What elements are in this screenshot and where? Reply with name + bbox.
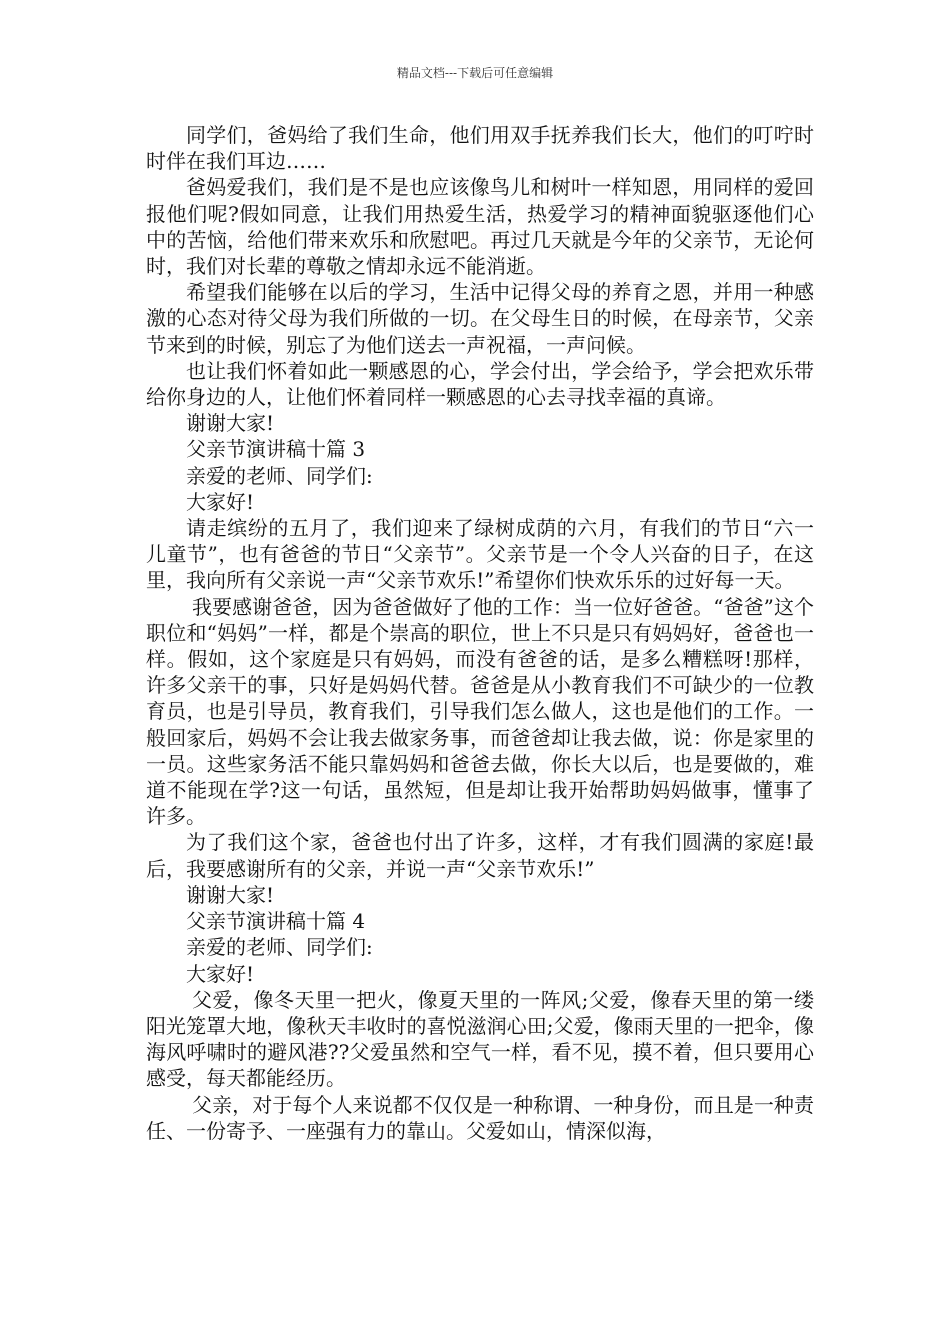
paragraph: 希望我们能够在以后的学习，生活中记得父母的养育之恩，并用一种感激的心态对待父母为我们所做的一切。在父母生日的时候，在母亲节，父亲节来到的时候，别忘了为他们送去一声祝福，一声问候。 [146, 280, 814, 357]
paragraph: 父爱，像冬天里一把火，像夏天里的一阵风;父爱，像春天里的第一缕阳光笼罩大地，像秋天丰收时的喜悦滋润心田;父爱，像雨天里的一把伞，像海风呼啸时的避风港??父爱虽然和空气一样，看不见，摸不着，但只要用心感受，每天都能经历。 [146, 987, 814, 1091]
paragraph: 我要感谢爸爸，因为爸爸做好了他的工作：当一位好爸爸。“爸爸”这个职位和“妈妈”一样，都是个崇高的职位，世上不只是只有妈妈好，爸爸也一样。假如，这个家庭是只有妈妈，而没有爸爸的话，是多么糟糕呀!那样，许多父亲干的事，只好是妈妈代替。爸爸是从小教育我们不可缺少的一位教育员，也是引导员，教育我们，引导我们怎么做人，这也是他们的工作。一般回家后，妈妈不会让我去做家务事，而爸爸却让我去做，说：你是家里的一员。这些家务活不能只靠妈妈和爸爸去做，你长大以后，也是要做的，难道不能现在学?这一句话，虽然短，但是却让我开始帮助妈妈做事，懂事了许多。 [146, 594, 814, 829]
paragraph: 同学们，爸妈给了我们生命，他们用双手抚养我们长大，他们的叮咛时时伴在我们耳边…… [146, 123, 814, 174]
greeting: 大家好! [186, 489, 255, 514]
paragraph: 为了我们这个家，爸爸也付出了许多，这样，才有我们圆满的家庭!最后，我要感谢所有的父亲，并说一声“父亲节欢乐!” [146, 830, 814, 881]
section-title: 父亲节演讲稿十篇 4 [186, 909, 366, 934]
document-body [146, 122, 814, 1144]
closing-thanks: 谢谢大家! [186, 411, 275, 436]
section-title: 父亲节演讲稿十篇 3 [186, 437, 366, 462]
paragraph: 也让我们怀着如此一颗感恩的心，学会付出，学会给予，学会把欢乐带给你身边的人，让他们怀着同样一颗感恩的心去寻找幸福的真谛。 [146, 358, 814, 410]
paragraph: 爸妈爱我们，我们是不是也应该像鸟儿和树叶一样知恩，用同样的爱回报他们呢?假如同意，让我们用热爱生活，热爱学习的精神面貌驱逐他们心中的苦恼，给他们带来欢乐和欣慰吧。再过几天就是今年的父亲节，无论何时，我们对长辈的尊敬之情却永远不能消逝。 [146, 175, 814, 279]
salutation: 亲爱的老师、同学们: [186, 463, 373, 488]
paragraph: 父亲，对于每个人来说都不仅仅是一种称谓、一种身份，而且是一种责任、一份寄予、一座强有力的靠山。父爱如山，情深似海， [146, 1092, 814, 1143]
salutation: 亲爱的老师、同学们: [186, 935, 373, 960]
greeting: 大家好! [186, 961, 255, 986]
page-header: 精品文档---下载后可任意编辑 [396, 66, 554, 80]
closing-thanks: 谢谢大家! [186, 882, 275, 907]
paragraph: 请走缤纷的五月了，我们迎来了绿树成荫的六月，有我们的节日“六一儿童节”，也有爸爸的节日“父亲节”。父亲节是一个令人兴奋的日子，在这里，我向所有父亲说一声“父亲节欢乐!”希望你们快欢乐乐的过好每一天。 [146, 516, 814, 593]
